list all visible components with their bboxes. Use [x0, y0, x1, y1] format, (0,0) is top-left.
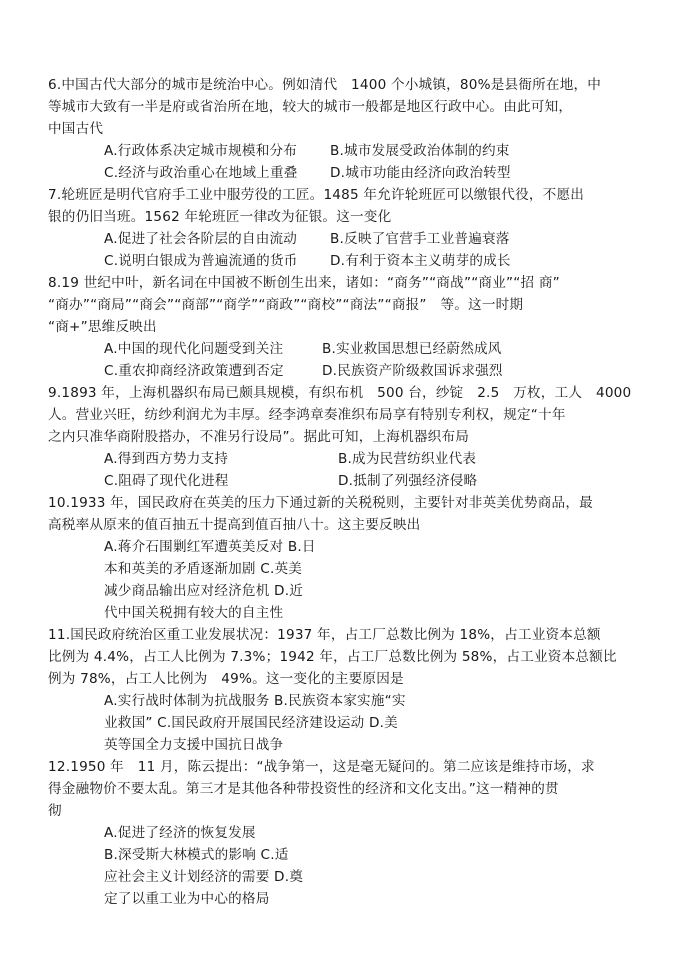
q8-stem-line-2: “商办”“商局”“商会”“商部”“商学”“商政”“商校”“商法”“商报” 等。这一时期 — [48, 297, 524, 313]
q11-options-line-3: 英等国全力支援中国抗日战争 — [104, 737, 284, 753]
q7-stem-line-1: 7.轮班匠是明代官府手工业中服劳役的工匠。1485 年允许轮班匠可以缴银代役，不愿出 — [48, 187, 585, 203]
q12-options-line-3: 应社会主义计划经济的需要 D.奠 — [104, 869, 304, 885]
q8-stem-line-3: “商+”思维反映出 — [48, 319, 157, 335]
q12-stem-line-1: 12.1950 年 11 月，陈云提出：“战争第一，这是毫无疑问的。第二应该是维持市场，求 — [48, 759, 595, 775]
q12-stem-line-3: 彻 — [48, 803, 62, 819]
q7-stem-line-2: 银的仍旧当班。1562 年轮班匠一律改为征银。这一变化 — [48, 209, 392, 225]
q9-stem-line-2: 人。营业兴旺，纺纱利润尤为丰厚。经李鸿章奏准织布局享有特别专利权，规定“十年 — [48, 407, 566, 423]
q6-option-a: A.行政体系决定城市规模和分布 — [104, 143, 298, 159]
q11-options-line-1: A.实行战时体制为抗战服务 B.民族资本家实施“实 — [104, 693, 406, 709]
q10-options-line-1: A.蒋介石围剿红军遭英美反对 B.日 — [104, 539, 316, 555]
q12-stem-line-2: 得金融物价不要太乱。第三才是其他各种带投资性的经济和文化支出。”这一精神的贯 — [48, 781, 559, 797]
q12-options-line-1: A.促进了经济的恢复发展 — [104, 825, 256, 841]
q11-stem-line-1: 11.国民政府统治区重工业发展状况：1937 年，占工厂总数比例为 18%，占工业资本总额 — [48, 627, 601, 643]
q7-option-d: D.有利于资本主义萌芽的成长 — [330, 253, 511, 269]
q7-option-a: A.促进了社会各阶层的自由流动 — [104, 231, 298, 247]
q8-option-c: C.重农抑商经济政策遭到否定 — [104, 363, 284, 379]
q10-stem-line-1: 10.1933 年，国民政府在英美的压力下通过新的关税税则，主要针对非英美优势商品，最 — [48, 495, 593, 511]
q8-option-d: D.民族资产阶级救国诉求强烈 — [322, 363, 503, 379]
q6-stem-line-3: 中国古代 — [48, 121, 104, 137]
q10-stem-line-2: 高税率从原来的值百抽五十提高到值百抽八十。这主要反映出 — [48, 517, 421, 533]
q7-option-c: C.说明白银成为普遍流通的货币 — [104, 253, 298, 269]
q11-options-line-2: 业救国” C.国民政府开展国民经济建设运动 D.美 — [104, 715, 398, 731]
q8-stem-line-1: 8.19 世纪中叶，新名词在中国被不断创生出来，诸如：“商务”“商战”“商业”“招 商” — [48, 275, 560, 291]
q8-option-a: A.中国的现代化问题受到关注 — [104, 341, 284, 357]
q11-stem-line-3: 例为 78%，占工人比例为 49%。这一变化的主要原因是 — [48, 671, 404, 687]
q6-option-c: C.经济与政治重心在地域上重叠 — [104, 165, 298, 181]
q10-options-line-3: 减少商品输出应对经济危机 D.近 — [104, 583, 304, 599]
q8-option-b: B.实业救国思想已经蔚然成风 — [322, 341, 502, 357]
q9-stem-line-1: 9.1893 年，上海机器织布局已颇具规模，有织布机 500 台，纱锭 2.5 万枚，工人 4000 — [48, 385, 632, 401]
q12-options-line-2: B.深受斯大林模式的影响 C.适 — [104, 847, 289, 863]
q6-stem-line-2: 等城市大致有一半是府或省治所在地，较大的城市一般都是地区行政中心。由此可知， — [48, 99, 573, 115]
q9-option-c: C.阻碍了现代化进程 — [104, 473, 229, 489]
q9-option-b: B.成为民营纺织业代表 — [338, 451, 477, 467]
q6-stem-line-1: 6.中国古代大部分的城市是统治中心。例如清代 1400 个小城镇，80%是县衙所在地，中 — [48, 77, 602, 93]
q11-stem-line-2: 比例为 4.4%，占工人比例为 7.3%；1942 年，占工厂总数比例为 58%，占工业资本总额比 — [48, 649, 617, 665]
q9-option-d: D.抵制了列强经济侵略 — [338, 473, 478, 489]
q6-option-b: B.城市发展受政治体制的约束 — [330, 143, 510, 159]
q7-option-b: B.反映了官营手工业普遍衰落 — [330, 231, 510, 247]
q9-option-a: A.得到西方势力支持 — [104, 451, 229, 467]
q9-stem-line-3: 之内只准华商附股搭办，不准另行设局”。据此可知，上海机器织布局 — [48, 429, 470, 445]
q10-options-line-2: 本和英美的矛盾逐渐加剧 C.英美 — [104, 561, 303, 577]
q10-options-line-4: 代中国关税拥有较大的自主性 — [104, 605, 284, 621]
q6-option-d: D.城市功能由经济向政治转型 — [330, 165, 511, 181]
q12-options-line-4: 定了以重工业为中心的格局 — [104, 891, 270, 907]
